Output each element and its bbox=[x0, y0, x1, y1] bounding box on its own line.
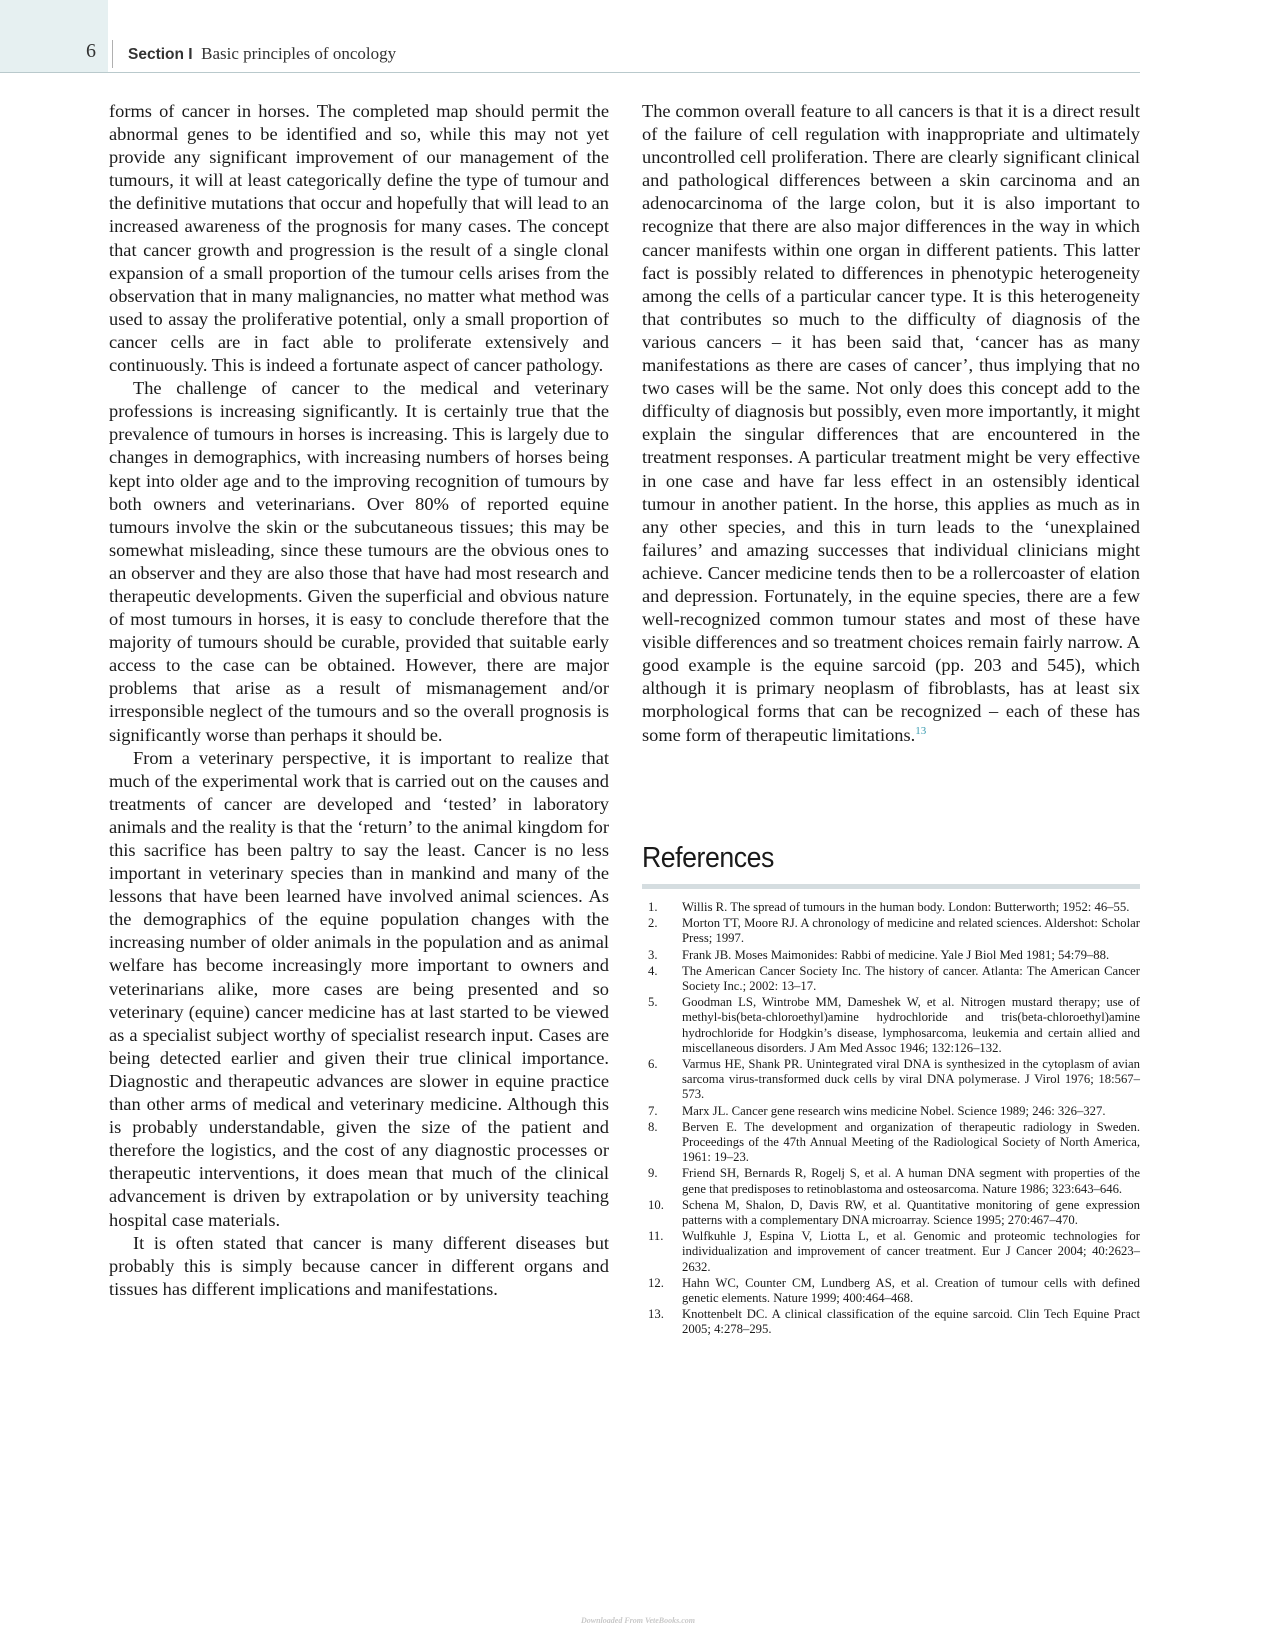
paragraph: forms of cancer in horses. The completed map should permit the abnormal genes to be identified and so, while this may not yet provide any significant improvement of our management of the tumours, it will at least categorically define the type of tumour and the definitive mutations that occur and hopefully that will lead to an increased awareness of the prognosis for many cases. The concept that cancer growth and progression is the result of a single clonal expansion of a small proportion of the tumour cells arises from the observation that in many malignancies, no matter what method was used to assay the proliferative potential, only a small proportion of cancer cells are in fact able to proliferate extensively and continuously. This is indeed a fortunate aspect of cancer pathology. bbox=[109, 101, 609, 376]
reference-item bbox=[642, 1276, 1140, 1306]
running-header bbox=[0, 0, 1140, 73]
paragraph-text: The common overall feature to all cancers is that it is a direct result of the failure of cell regulation with inappropriate and ultimately uncontrolled cell proliferation. There are clearly significant clinical and pathological differences between a skin carcinoma and an adenocarcinoma of the large colon, but it is also important to recognize that there are also major differences in the way in which cancer manifests within one organ in different patients. This latter fact is possibly related to differences in phenotypic heterogeneity among the cells of a particular cancer type. It is this heterogeneity that contributes so much to the difficulty of diagnosis of the various cancers – it has been said that, ‘cancer has as many manifestations as there are cases of cancer’, thus implying that no two cases will be the same. Not only does this concept add to the difficulty of diagnosis but possibly, even more importantly, it might explain the singular differences that are encountered in the treatment responses. A particular treatment might be very effective in one case and have far less effect in an ostensibly identical tumour in another patient. In the horse, this applies as much as in any other species, and this in turn leads to the ‘unexplained failures’ and amazing successes that individual clinicians might achieve. Cancer medicine tends then to be a rollercoaster of elation and depression. Fortunately, in the equine species, there are a few well-recognized common tumour states and most of these have visible differences and so treatment choices remain fairly narrow. A good example is the equine sarcoid (pp. 203 and 545), which although it is primary neoplasm of fibroblasts, has at least six morphological forms that can be recognized – each of these has some form of therapeutic limitations. bbox=[642, 101, 1140, 745]
reference-text: Knottenbelt DC. A clinical classification of the equine sarcoid. Clin Tech Equine Pract 2005; 4:278–295. bbox=[682, 1307, 1140, 1337]
reference-number: 3. bbox=[648, 947, 658, 962]
reference-text: Morton TT, Moore RJ. A chronology of medicine and related sciences. Aldershot: Scholar Press; 1997. bbox=[682, 916, 1140, 946]
reference-text: Marx JL. Cancer gene research wins medicine Nobel. Science 1989; 246: 326–327. bbox=[682, 1103, 1106, 1118]
references-rule bbox=[642, 884, 1140, 889]
reference-text: Varmus HE, Shank PR. Unintegrated viral DNA is synthesized in the cytoplasm of avian sarcoma virus-transformed duck cells by viral DNA polymerase. J Virol 1976; 18:567–573. bbox=[682, 1057, 1140, 1102]
reference-number: 6. bbox=[648, 1057, 658, 1072]
reference-item bbox=[642, 1229, 1140, 1275]
reference-text: Hahn WC, Counter CM, Lundberg AS, et al. Creation of tumour cells with defined genetic elements. Nature 1999; 400:464–468. bbox=[682, 1275, 1140, 1306]
reference-item bbox=[642, 1166, 1140, 1196]
reference-number: 1. bbox=[648, 900, 658, 914]
reference-text: Schena M, Shalon, D, Davis RW, et al. Quantitative monitoring of gene expression patterns with a complementary DNA microarray. Science 1995; 270:467–470. bbox=[682, 1197, 1140, 1228]
reference-item bbox=[642, 1104, 1140, 1119]
reference-item bbox=[642, 1120, 1140, 1166]
reference-text: Wulfkuhle J, Espina V, Liotta L, et al. Genomic and proteomic technologies for individualization and improvement of cancer treatment. Eur J Cancer 2004; 40:2623–2632. bbox=[682, 1229, 1140, 1274]
reference-number: 13. bbox=[648, 1307, 664, 1322]
reference-number: 12. bbox=[648, 1275, 664, 1290]
reference-number: 11. bbox=[648, 1229, 664, 1244]
references-list bbox=[642, 900, 1140, 1339]
right-column bbox=[642, 100, 1140, 747]
paragraph: From a veterinary perspective, it is important to realize that much of the experimental work that is carried out on the causes and treatments of cancer are developed and ‘tested’ in laboratory animals and the reality is that the ‘return’ to the animal kingdom for this sacrifice has been paltry to say the least. Cancer is no less important in veterinary species than in mankind and many of the lessons that have been learned have involved animal sciences. As the demographics of the equine population changes with the increasing number of older animals in the population and as animal welfare has become increasingly more important to owners and veterinarians alike, more cases are being presented and so veterinary (equine) cancer medicine has at last started to be viewed as a specialist subject worthy of specialist research input. Cases are being detected earlier and given their true clinical importance. Diagnostic and therapeutic advances are slower in equine practice than other arms of medical and veterinary medicine. Although this is probably understandable, given the size of the patient and therefore the logistics, and the cost of any diagnostic processes or therapeutic interventions, it does mean that much of the clinical advancement is driven by extrapolation or by university teaching hospital case materials. bbox=[109, 747, 609, 1230]
page-number: 6 bbox=[86, 40, 96, 62]
reference-item bbox=[642, 964, 1140, 994]
reference-number: 5. bbox=[648, 995, 658, 1010]
paragraph: The challenge of cancer to the medical and veterinary professions is increasing significantly. It is certainly true that the prevalence of tumours in horses is increasing. This is largely due to changes in demographics, with increasing numbers of horses being kept into older age and to the improving recognition of tumours by both owners and veterinarians. Over 80% of reported equine tumours involve the skin or the subcutaneous tissues; this may be somewhat misleading, since these tumours are the obvious ones to an observer and they are also those that have had most research and therapeutic developments. Given the superficial and obvious nature of most tumours in horses, it is easy to conclude therefore that the majority of tumours should be curable, provided that suitable early access to the case can be obtained. However, there are major problems that arise as a result of mismanagement and/or irresponsible neglect of the tumours and so the overall prognosis is significantly worse than perhaps it should be. bbox=[109, 378, 609, 745]
section-title: Basic principles of oncology bbox=[201, 44, 397, 63]
reference-text: Frank JB. Moses Maimonides: Rabbi of medicine. Yale J Biol Med 1981; 54:79–88. bbox=[682, 947, 1110, 962]
footer-watermark: Downloaded From VeteBooks.com bbox=[580, 1616, 695, 1625]
paragraph bbox=[642, 100, 1140, 747]
reference-text: Berven E. The development and organization of therapeutic radiology in Sweden. Proceedings of the 47th Annual Meeting of the Radiological Society of North America, 1961: 19–23. bbox=[682, 1119, 1140, 1165]
reference-item bbox=[642, 916, 1140, 946]
reference-text: Willis R. The spread of tumours in the human body. London: Butterworth; 1952: 46–55. bbox=[682, 900, 1130, 914]
reference-text: Goodman LS, Wintrobe MM, Dameshek W, et al. Nitrogen mustard therapy; use of methyl-bis(beta-chloroethyl)amine hydrochloride and tris(beta-chloroethyl)amine hydrochloride for Hodgkin’s disease, lymphosarcoma, leukemia and certain allied and miscellaneous disorders. J Am Med Assoc 1946; 132:126–132. bbox=[682, 995, 1140, 1055]
reference-number: 10. bbox=[648, 1197, 664, 1212]
citation-link[interactable]: 13 bbox=[915, 724, 927, 737]
reference-item bbox=[642, 948, 1140, 963]
reference-number: 8. bbox=[648, 1119, 658, 1134]
running-head bbox=[128, 44, 396, 64]
reference-number: 2. bbox=[648, 916, 658, 931]
section-label: Section I bbox=[128, 46, 193, 63]
reference-item bbox=[642, 995, 1140, 1056]
reference-item bbox=[642, 1307, 1140, 1337]
reference-text: The American Cancer Society Inc. The history of cancer. Atlanta: The American Cancer Society Inc.; 2002: 13–17. bbox=[682, 963, 1140, 994]
reference-number: 4. bbox=[648, 963, 658, 978]
reference-item bbox=[642, 1198, 1140, 1228]
reference-item bbox=[642, 900, 1140, 915]
reference-number: 9. bbox=[648, 1166, 658, 1181]
reference-text: Friend SH, Bernards R, Rogelj S, et al. A human DNA segment with properties of the gene that predisposes to retinoblastoma and osteosarcoma. Nature 1986; 323:643–646. bbox=[682, 1166, 1140, 1196]
reference-item bbox=[642, 1057, 1140, 1103]
reference-number: 7. bbox=[648, 1103, 658, 1118]
paragraph: It is often stated that cancer is many different diseases but probably this is simply because cancer in different organs and tissues has different implications and manifestations. bbox=[109, 1232, 609, 1299]
references-heading: References bbox=[642, 842, 774, 874]
left-column bbox=[109, 100, 609, 1301]
header-divider bbox=[112, 40, 113, 68]
